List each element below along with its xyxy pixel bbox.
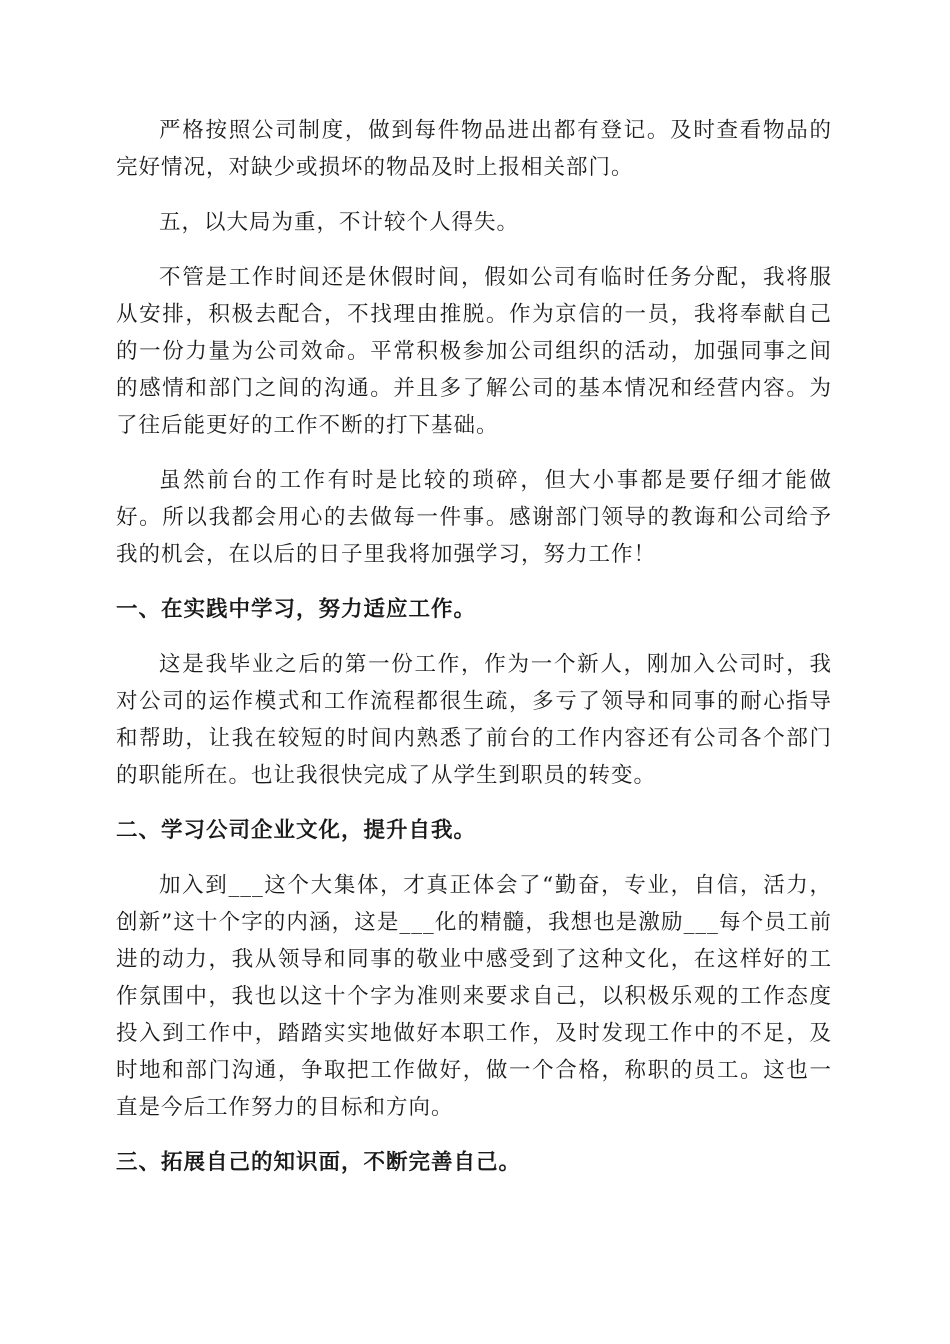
paragraph-registration: 严格按照公司制度，做到每件物品进出都有登记。及时查看物品的完好情况，对缺少或损坏的物品及时上报相关部门。: [116, 118, 832, 180]
paragraph-front-desk-work: 虽然前台的工作有时是比较的琐碎，但大小事都是要仔细才能做好。所以我都会用心的去做每一件事。感谢部门领导的教诲和公司给予我的机会，在以后的日子里我将加强学习，努力工作！: [116, 468, 832, 567]
section-heading-1: 一、在实践中学习，努力适应工作。: [116, 597, 477, 622]
section-heading-2: 二、学习公司企业文化，提升自我。: [116, 818, 477, 843]
paragraph-company-culture: 加入到___这个大集体，才真正体会了“勤奋，专业，自信，活力，创新”这十个字的内涵，这是___化的精髓，我想也是激励___每个员工前进的动力，我从领导和同事的敬业中感受到了这种文化，在这样好的工作氛围中，我也以这十个字为准则来要求自己，以积极乐观的工作态度投入到工作中，踏踏实实地做好本职工作，及时发现工作中的不足，及时地和部门沟通，争取把工作做好，做一个合格，称职的员工。这也一直是今后工作努力的目标和方向。: [116, 873, 832, 1120]
section-heading-3: 三、拓展自己的知识面，不断完善自己。: [116, 1150, 522, 1175]
paragraph-obey-arrangement: 不管是工作时间还是休假时间，假如公司有临时任务分配，我将服从安排，积极去配合，不找理由推脱。作为京信的一员，我将奉献自己的一份力量为公司效命。平常积极参加公司组织的活动，加强同事之间的感情和部门之间的沟通。并且多了解公司的基本情况和经营内容。为了往后能更好的工作不断的打下基础。: [116, 265, 832, 438]
paragraph-point-five: 五，以大局为重，不计较个人得失。: [159, 210, 520, 235]
paragraph-first-job: 这是我毕业之后的第一份工作，作为一个新人，刚加入公司时，我对公司的运作模式和工作流程都很生疏，多亏了领导和同事的耐心指导和帮助，让我在较短的时间内熟悉了前台的工作内容还有公司各个部门的职能所在。也让我很快完成了从学生到职员的转变。: [116, 652, 832, 788]
document-body: [116, 112, 832, 1199]
